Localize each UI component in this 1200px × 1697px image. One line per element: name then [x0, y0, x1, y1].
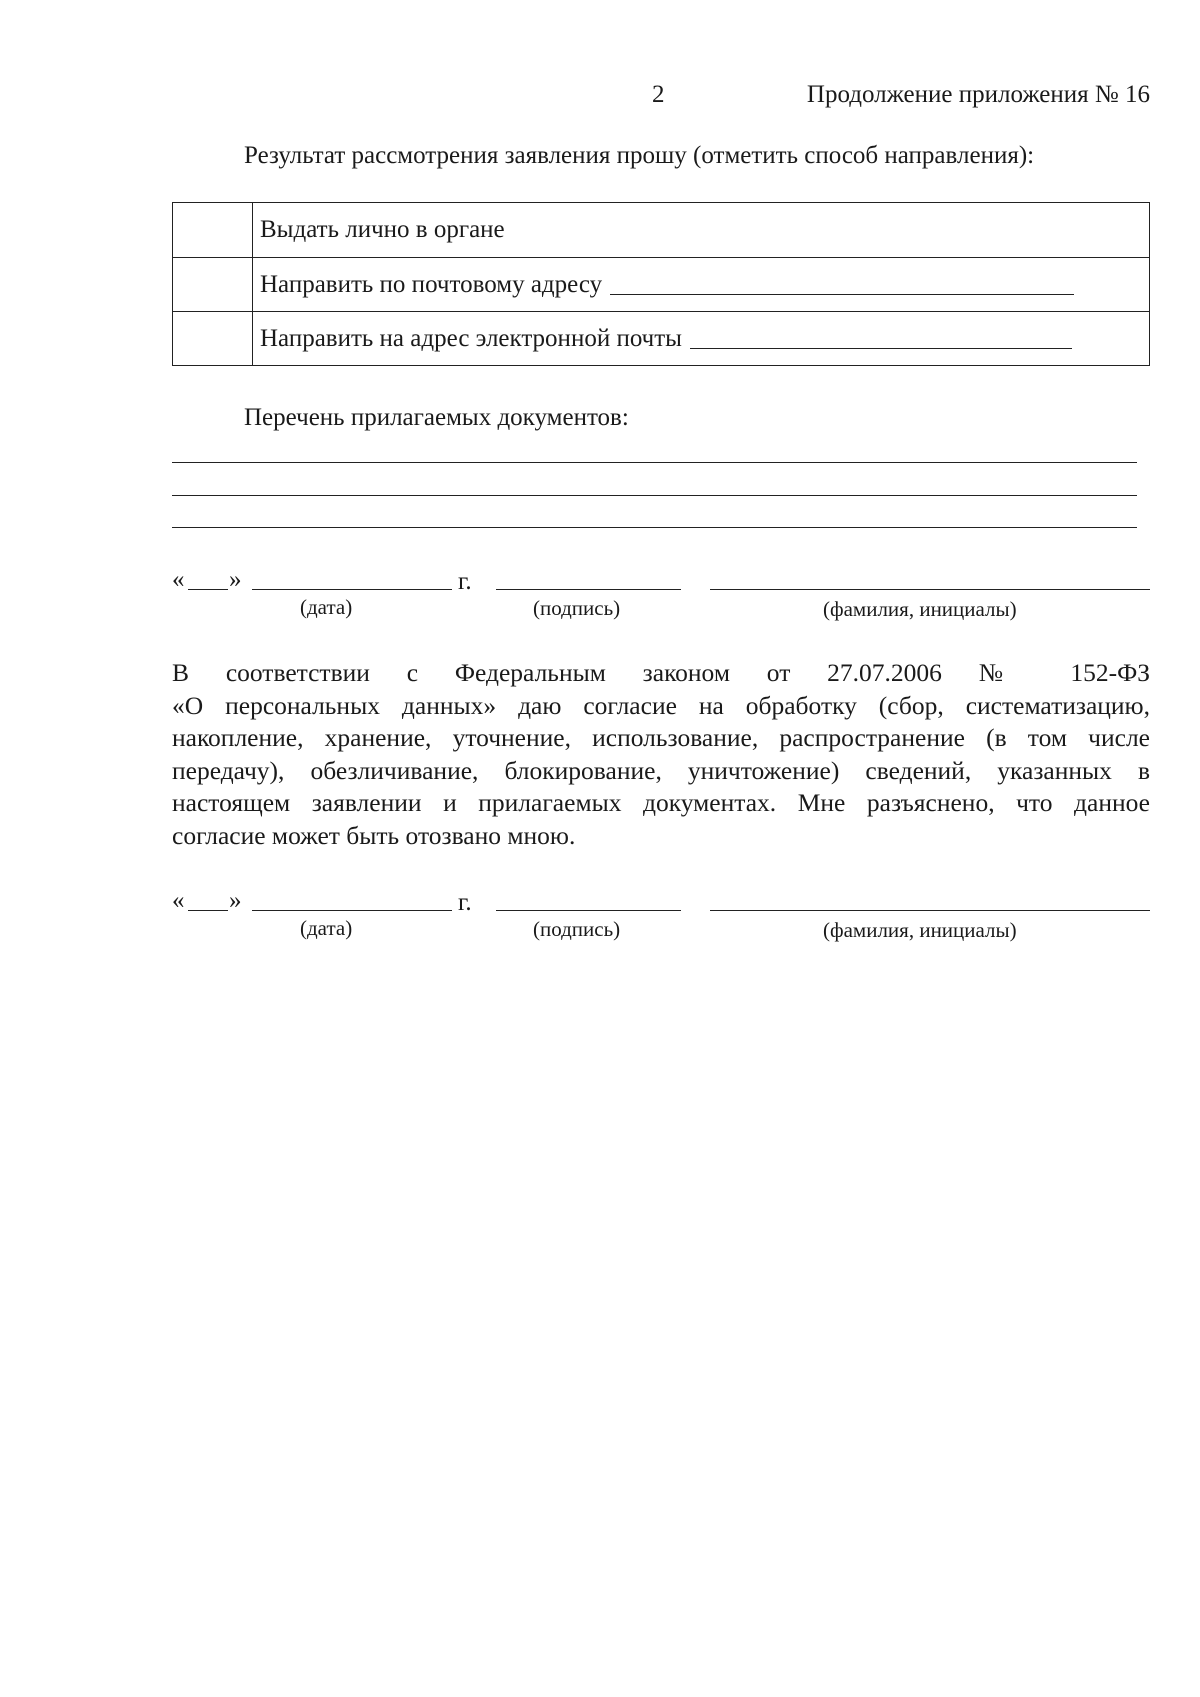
option-label: Направить на адрес электронной почты — [260, 324, 682, 352]
date-caption: (дата) — [300, 916, 353, 940]
attachments-line-3[interactable] — [172, 527, 1137, 528]
consent-line: накопление, хранение, уточнение, использование, распространение (в том числе — [172, 723, 1150, 753]
name-field[interactable] — [710, 910, 1150, 911]
option-checkbox-in-person[interactable] — [173, 203, 253, 257]
option-checkbox-email[interactable] — [173, 312, 253, 365]
date-caption: (дата) — [300, 595, 353, 619]
option-checkbox-postal[interactable] — [173, 258, 253, 311]
signature-caption: (подпись) — [533, 917, 621, 941]
option-label: Выдать лично в органе — [260, 216, 505, 243]
option-label: Направить по почтовому адресу — [260, 270, 603, 298]
option-row-postal — [173, 257, 1149, 311]
email-address-field[interactable] — [690, 328, 1072, 349]
attachments-heading: Перечень прилагаемых документов: — [244, 404, 629, 431]
appendix-label: Продолжение приложения № 16 — [806, 81, 1150, 108]
signature-caption: (подпись) — [533, 596, 621, 620]
postal-address-field[interactable] — [610, 274, 1074, 295]
year-suffix: г. — [458, 568, 472, 595]
option-postal — [253, 258, 1149, 311]
name-field[interactable] — [710, 589, 1150, 590]
result-method-heading: Результат рассмотрения заявления прошу (отметить способ направления): — [244, 142, 1035, 169]
option-row-email — [173, 311, 1149, 365]
date-field[interactable] — [252, 910, 452, 911]
quote-open: « — [172, 887, 185, 914]
signature-field[interactable] — [496, 589, 681, 590]
day-field[interactable] — [188, 589, 228, 590]
delivery-options-table — [172, 202, 1150, 366]
day-field[interactable] — [188, 910, 228, 911]
consent-line: настоящем заявлении и прилагаемых документах. Мне разъяснено, что данное — [172, 788, 1150, 818]
consent-line: согласие может быть отозвано мною. — [172, 820, 576, 850]
quote-open: « — [172, 566, 185, 593]
quote-close: » — [229, 887, 242, 914]
name-caption: (фамилия, инициалы) — [823, 918, 1017, 942]
name-caption: (фамилия, инициалы) — [823, 597, 1017, 621]
year-suffix: г. — [458, 889, 472, 916]
signature-field[interactable] — [496, 910, 681, 911]
attachments-line-2[interactable] — [172, 495, 1137, 496]
consent-paragraph — [172, 657, 1150, 853]
consent-line: В соответствии с Федеральным законом от 27.07.2006 № 152-ФЗ — [172, 658, 1150, 687]
consent-line: «О персональных данных» даю согласие на обработку (сбор, систематизацию, — [172, 690, 1150, 720]
date-field[interactable] — [252, 589, 452, 590]
quote-close: » — [229, 566, 242, 593]
attachments-line-1[interactable] — [172, 462, 1137, 463]
consent-line: передачу), обезличивание, блокирование, уничтожение) сведений, указанных в — [172, 755, 1150, 785]
option-in-person — [253, 203, 1149, 257]
option-email — [253, 312, 1149, 365]
option-row-in-person — [173, 203, 1149, 257]
page-number: 2 — [652, 81, 665, 108]
